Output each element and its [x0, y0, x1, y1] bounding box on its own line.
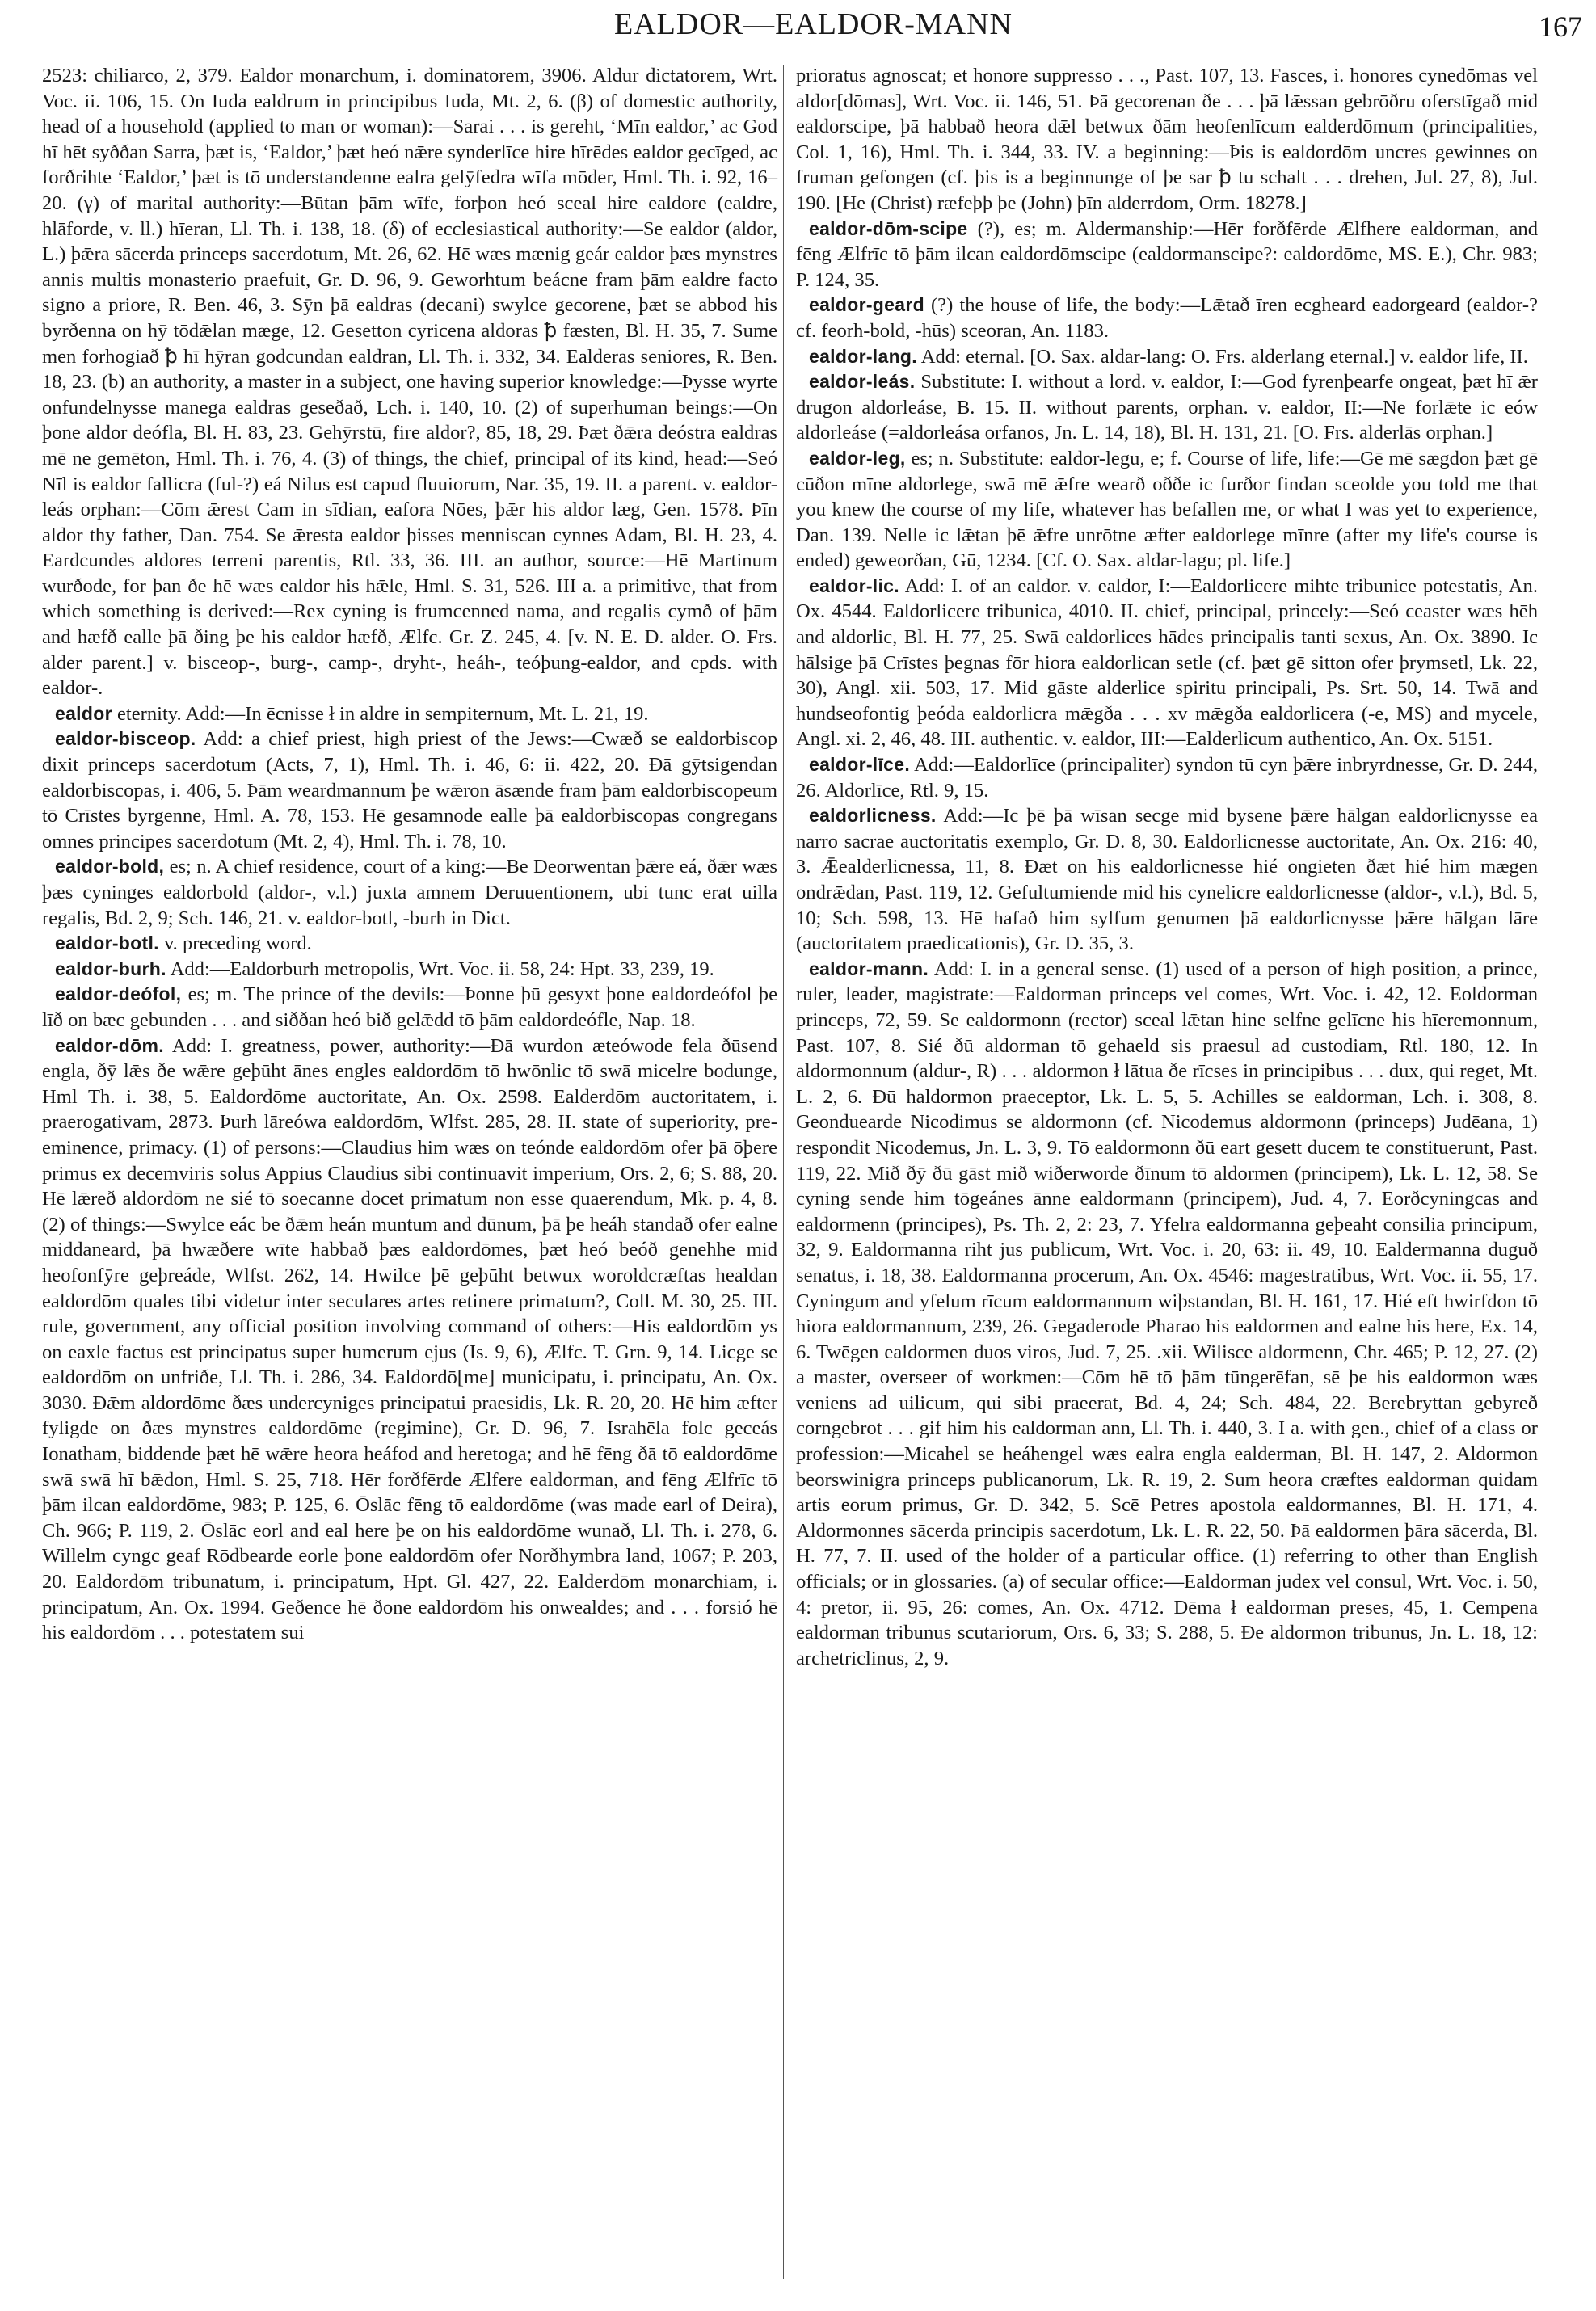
entry-headword: ealdor-bold,: [55, 856, 165, 878]
dictionary-entry: [796, 217, 1538, 293]
entry-text: Substitute: I. without a lord. v. ealdor, I:—God fyrenþearfe ongeat, þæt hī ǣr drugon aldorleáse, B. 15. II. without parents, orphan. v. ealdor, II:—Ne forlǣte ic eów aldorleáse (=aldorleása orfanos, Jn. L. 14, 18), Bl. H. 131, 21. [O. Frs. alderlās orphan.]: [796, 371, 1538, 444]
entry-text: Add: eternal. [O. Sax. aldar-lang: O. Frs. alderlang eternal.] v. ealdor life, II.: [916, 345, 1528, 368]
entry-text: prioratus agnoscat; et honore suppresso . . ., Past. 107, 13. Fasces, i. honores cynedōmas vel aldor[dōmas], Wrt. Voc. ii. 146, 51. Þā gecorenan ðe . . . þā lǣssan gebrōðru oferstīgað mid ealdorscipe, þā habbað heora dǣl betwux ðām heofenlīcum ealderdōmum (principalities, Col. 1, 16), Hml. Th. i. 344, 33. IV. a beginning:—Þis is ealdordōm uncres gewinnes on fruman gefongen (cf. þis is a beginnunge of þe sar ꝥ tu schalt . . . drehen, Jul. 27, 8), Jul. 190. [He (Christ) ræfeþþ þe (John) þīn alderrdom, Orm. 18278.]: [796, 65, 1538, 214]
entry-headword: ealdor-leg,: [809, 447, 906, 469]
entry-headword: ealdor-lang.: [809, 345, 917, 367]
dictionary-entry: [42, 63, 777, 701]
entry-headword: ealdor-lic.: [809, 575, 899, 596]
entry-headword: ealdor: [55, 702, 112, 724]
entry-headword: ealdor-dōm-scipe: [809, 217, 968, 239]
column-divider: [783, 65, 784, 2279]
entry-text: (?) the house of life, the body:—Lǣtað īren ecgheard eadorgeard (ealdor-? cf. feorh-bold, -hūs) sceoran, An. 1183.: [796, 294, 1538, 342]
entry-headword: ealdor-līce.: [809, 754, 911, 776]
entry-text: Add: I. greatness, power, authority:—Ðā wurdon æteówode fela ðūsend engla, ðȳ lǣs ðe wǣre geþūht ānes engles ealdordōm tō hwōnlic tō swā micelre bodunge, Hml Th. i. 38, 5. Ealdordōme auctoritate, An. Ox. 2598. Ealderdōm auctoritatem, i. praerogativam, 2873. Þurh lāreówa ealdordōm, Wlfst. 285, 28. II. state of superiority, pre-eminence, primacy. (1) of persons:—Claudius him wæs on teónde ealdordōm ofer þā ōþere primus ex decemviris solus Appius Claudius sibi continuavit imperium, Ors. 2, 6; S. 88, 20. Hē lǣreð aldordōm ne sié tō soecanne docet primatum non esse quaerendum, Mk. p. 4, 8. (2) of things:—Swylce eác be ðǣm heán muntum and dūnum, þā þe heáh standað ofer ealne middaneard, þā hwæðere wīte habbað þæs ealdordōmes, þæt heó beóð genehhe mid heofonfȳre geþreáde, Wlfst. 262, 14. Hwilce þē geþūht betwux woroldcræftas healdan ealdordōm quales tibi videtur inter seculares artes retinere primatum?, Coll. M. 30, 25. III. rule, government, any official position involving command of others:—His ealdordōm ys on eaxle factus est principatus super humerum ejus (Is. 9, 6), Ælfc. T. Grn. 9, 14. Licge se ealdordōm on unfriðe, Ll. Th. i. 286, 34. Ealdordō[me] municipatu, i. principatu, An. Ox. 3030. Ðǣm aldordōme ðæs undercyniges principatui praesidis, Lk. R. 20, 20. Hē him æfter fyligde on ðæs mynstres ealdordōme (regimine), Gr. D. 96, 7. Israhēla folc geceás Ionatham, biddende þæt hē wǣre heora heáfod and heretoga; and hē fēng ðā tō ealdordōme swā swā hī bǣdon, Hml. S. 25, 718. Hēr forðfērde Ælfere ealdorman, and fēng Ælfrīc tō þām ilcan ealdordōme, 983; P. 125, 6. Ōslāc fēng tō ealdordōme (was made earl of Deira), Ch. 966; P. 119, 2. Ōslāc eorl and eal here þe on his ealdordōme wunað, Ll. Th. i. 278, 6. Willelm cyngc geaf Rōdbearde eorle þone ealdordōm ofer Norðhymbra land, 1067; P. 203, 20. Ealdordōm tribunatum, i. principatum, Hpt. Gl. 427, 22. Ealderdōm monarchiam, i. principatum, An. Ox. 1994. Geðence hē ðone ealdordōm his onwealdes; and . . . forsió hē his ealdordōm . . . potestatem sui: [42, 1034, 777, 1644]
entry-headword: ealdor-dōm.: [55, 1034, 164, 1056]
dictionary-entry: [42, 957, 777, 983]
running-title: EALDOR—EALDOR-MANN: [614, 7, 1013, 41]
page-number: 167: [1539, 11, 1582, 43]
dictionary-entry: [796, 369, 1538, 446]
dictionary-entry: [796, 293, 1538, 343]
entry-headword: ealdor-bisceop.: [55, 728, 196, 750]
entry-text: (?), es; m. Aldermanship:—Hēr forðfērde Ælfhere ealdorman, and fēng Ælfrīc tō þām ilcan ealdordōmscipe (ealdormanscipe?: ealdordōme, MS. E.), Chr. 983; P. 124, 35.: [796, 217, 1538, 291]
entry-headword: ealdor-leás.: [809, 371, 916, 393]
dictionary-entry: [796, 63, 1538, 217]
entry-text: es; n. Substitute: ealdor-legu, e; f. Course of life, life:—Gē mē sægdon þæt gē cūðon mīne aldorlege, swā mē ǣfre wearð oððe ic furðor findan sceolde you told me that you knew the course of my life, whatever has befallen me, or what I was yet to experience, Dan. 139. Nelle ic lǣtan þē ǣfre unrōtne æfter ealdorlege mīnre (after my life's course is ended) geweorðan, Gū, 1234. [Cf. O. Sax. aldar-lagu; pl. life.]: [796, 447, 1538, 572]
entry-headword: ealdor-burh.: [55, 958, 166, 979]
entry-headword: ealdor-mann.: [809, 958, 929, 979]
dictionary-entry: [796, 344, 1538, 370]
dictionary-entry: [42, 1033, 777, 1646]
entry-text: 2523: chiliarco, 2, 379. Ealdor monarchum, i. dominatorem, 3906. Aldur dictatorem, Wrt. Voc. ii. 106, 15. On Iuda ealdrum in principibus Iuda, Mt. 2, 6. (β) of domestic authority, head of a household (applied to man or woman):—Sarai . . . is gereht, ‘Mīn ealdor,’ ac God hī hēt syððan Sarra, þæt is, ‘Ealdor,’ þæt heó nǣre synderlīce hire hīrēdes ealdor gecīged, ac forðrihte ‘Ealdor,’ þæt is tō understandenne ealra gelȳfedra wīfa mōder, Hml. Th. i. 92, 16–20. (γ) of marital authority:—Būtan þām wīfe, forþon heó sceal hire ealdore (ealdre, hlāforde, v. ll.) hīeran, Ll. Th. i. 138, 18. (δ) of ecclesiastical authority:—Se ealdor (aldor, L.) þǣra sācerda princeps sacerdotum, Mt. 26, 62. Hē wæs mænig geár ealdor þæs mynstres annis multis monasterio praefuit, Gr. D. 96, 9. Geworhtum beácne fram þām ealdre facto signo a priore, R. Ben. 46, 3. Sȳn þā ealdras (decani) swylce gecorene, þæt se abbod his byrðenna on hȳ tōdǣlan mæge, 12. Gesetton cyricena aldoras ꝥ fæsten, Bl. H. 35, 7. Sume men forhogiað ꝥ hī hȳran godcundan ealdran, Ll. Th. i. 332, 34. Ealderas seniores, R. Ben. 18, 23. (b) an authority, a master in a subject, one having superior knowledge:—Þysse wyrte onfundelnysse manega ealdras geseðað, Lch. i. 140, 10. (2) of superhuman beings:—On þone aldor deófla, Bl. H. 83, 23. Gehȳrstū, fire aldor?, 85, 18, 29. Þæt ðǣra deóstra ealdras mē ne gemēton, Hml. Th. i. 76, 4. (3) of things, the chief, principal of its kind, head:—Seó Nīl is ealdor fallicra (ful-?) eá Nilus est capud fluuiorum, Nar. 35, 19. II. a parent. v. ealdor-leás orphan:—Cōm ǣrest Cam in sīdian, eafora Nōes, þǣr his aldor læg, Gen. 1578. Þīn aldor thy father, Dan. 754. Se ǣresta ealdor þisses menniscan cynnes Adam, Bl. H. 23, 4. Eardcundes aldores terreni parentis, Rtl. 33, 36. III. an author, source:—Hē Martinum wurðode, for þan ðe hē wæs ealdor his hǣle, Hml. S. 31, 526. III a. a primitive, that from which something is derived:—Rex cyning is frumcenned nama, and regalis cymð of þām and hæfð ealle þā ðing þe his ealdor hæfð, Ælfc. Gr. Z. 245, 4. [v. N. E. D. alder. O. Frs. alder parent.] v. bisceop-, burg-, camp-, dryht-, heáh-, teóþung-ealdor, and cpds. with ealdor-.: [42, 65, 777, 700]
dictionary-entry: [42, 726, 777, 854]
entry-text: v. preceding word.: [158, 932, 312, 955]
page-header: [44, 6, 1582, 52]
dictionary-entry: [42, 701, 777, 727]
entry-text: Add: I. in a general sense. (1) used of a person of high position, a prince, ruler, leader, magistrate:—Ealdorman princeps vel comes, Wrt. Voc. i. 42, 12. Eoldorman princeps, 72, 59. Se ealdormonn (rector) sceal lǣtan hine selfne gelīcne his hīeremonnum, Past. 107, 8. Sié ðū aldorman tō gehaeld sis praesul ad custodiam, Rtl. 180, 12. In aldormonnum (aldur-, R) . . . aldormon ł lātua ðe rīcses in principibus . . . dux, qui reget, Mt. L. 2, 6. Ðū haldormon praeceptor, Lk. L. 5, 5. Achilles se ealdorman, Lch. i. 308, 8. Geonduearde Nicodimus se aldormonn (cf. Nicodemus aldormonn (princeps) Judēana, 1) respondit Nicodemus, Jn. L. 3, 9. Tō ealdormonn ðū eart gesett ducem te constituerunt, Past. 119, 22. Mið ðȳ ðū gāst mið wiðerworde ðīnum tō aldormen (principem), Lk. L. 12, 58. Se cyning sende him tōgeánes ānne ealdormann (principem), Jud. 4, 7. Eorðcyningcas and ealdormenn (principes), Ps. Th. 2, 2: 23, 7. Yfelra ealdormanna geþeaht consilia principum, 32, 9. Ealdormanna riht jus publicum, Wrt. Voc. i. 20, 63: ii. 49, 10. Ealdermanna duguð senatus, i. 18, 38. Ealdormanna procerum, An. Ox. 4546: magestratibus, Wrt. Voc. ii. 55, 17. Cyningum and yfelum rīcum ealdormannum wiþstandan, Bl. H. 161, 17. Hié eft hwirfdon tō hiora ealdormannum, 239, 26. Gegaderode Pharao his ealdormen and ealne his here, Ex. 14, 6. Twēgen ealdormen duos viros, Jud. 7, 25. .xii. Wilisce aldormenn, Chr. 465; P. 12, 27. (2) a master, overseer of workmen:—Cōm hē tō þām tūngerēfan, sē þe his ealdormon wæs veniens ad uilicum, qui sibi praeerat, Bd. 4, 24; Sch. 484, 22. Berebryttan gebyreð corngebrot . . . gif him his ealdorman ann, Ll. Th. i. 440, 3. I a. with gen., chief of a class or profession:—Micahel se heáhengel wæs ealra engla ealderman, Bl. H. 147, 2. Aldormon beorswinigra princeps publicanorum, Lk. R. 19, 2. Sum heora cræftes ealdorman quidam artis eorum primus, Gr. D. 342, 5. Scē Petres apostola ealdormannes, Bl. H. 171, 4. Aldormonnes sācerda principis sacerdotum, Lk. L. R. 22, 50. Þā ealdormen þāra sācerda, Bl. H. 77, 7. II. used of the holder of a particular office. (1) referring to other than English officials; or in glossaries. (a) of secular office:—Ealdorman judex vel consul, Wrt. Voc. i. 50, 4: pretor, ii. 95, 26: comes, An. Ox. 4712. Dēma ł ealdorman preses, 45, 1. Cempena ealdorman tribunus scutariorum, Ors. 6, 33; S. 288, 5. Ðe aldormon tribunus, Jn. L. 18, 12: archetriclinus, 2, 9.: [796, 958, 1538, 1669]
dictionary-entry: [796, 803, 1538, 957]
dictionary-entry: [796, 752, 1538, 803]
dictionary-entry: [42, 854, 777, 931]
entry-text: es; m. The prince of the devils:—Þonne þū gesyxt þone ealdordeófol þe līð on bæc gebunden . . . and siððan heó bið gelǣdd tō þām ealdordeófle, Nap. 18.: [42, 983, 777, 1031]
entry-text: eternity. Add:—In ēcnisse ł in aldre in sempiternum, Mt. L. 21, 19.: [112, 702, 649, 725]
entry-headword: ealdor-geard: [809, 294, 924, 316]
dictionary-entry: [796, 574, 1538, 752]
entry-text: Add: I. of an ealdor. v. ealdor, I:—Ealdorlicere mihte tribunice potestatis, An. Ox. 4544. Ealdorlicere tribunica, 4010. II. chief, principal, princely:—Seó ceaster wæs hēh and aldorlic, Bl. H. 77, 25. Swā ealdorlices hādes principalis tanti sexus, An. Ox. 3890. Ic hālsige þā Crīstes þegnas fōr hiora ealdorlican setle (cf. þæt gē sitton ofer þrymsetl, Lk. 22, 30), Angl. xii. 503, 17. Mid gāste alderlice spiritu principali, Ps. Srt. 50, 14. Twā and hundseofontig þeóda ealdorlicra mǣgða . . . xv mǣgða ealdorlicera (-e, MS) and mycele, Angl. xi. 2, 46, 48. III. authentic. v. ealdor, III:—Ealderlicum authentico, An. Ox. 5151.: [796, 575, 1538, 751]
entry-headword: ealdor-botl.: [55, 932, 159, 954]
dictionary-entry: [796, 957, 1538, 1672]
entry-text: Add:—Ealdorlīce (principaliter) syndon tū cyn þǣre inbryrdnesse, Gr. D. 244, 26. Aldorlīce, Rtl. 9, 15.: [796, 754, 1538, 802]
entry-headword: ealdor-deófol,: [55, 983, 182, 1005]
entry-headword: ealdorlicness.: [809, 805, 937, 827]
right-column: [796, 63, 1538, 1671]
dictionary-entry: [42, 982, 777, 1033]
entry-text: Add: a chief priest, high priest of the Jews:—Cwæð se ealdorbiscop dixit princeps sacerdotum (Acts, 7, 1), Hml. Th. i. 46, 6: ii. 422, 20. Ðā gȳtsigendan ealdorbiscopas, i. 406, 5. Þām weardmannum þe wǣron āsænde fram þām ealdorbiscopeum tō Crīstes byrgenne, Hml. A. 78, 153. Hē gesamnode ealle þā ealdorbiscopas congregans omnes principes sacerdotum (Mt. 2, 4), Hml. Th. i. 78, 10.: [42, 728, 777, 852]
entry-text: Add:—Ealdorburh metropolis, Wrt. Voc. ii. 58, 24: Hpt. 33, 239, 19.: [166, 958, 714, 980]
left-column: [42, 63, 777, 1646]
entry-text: es; n. A chief residence, court of a king:—Be Deorwentan þǣre eá, ðǣr wæs þæs cyninges ealdorbold (aldor-, v.l.) juxta amnem Deruuentionem, ubi tunc erat uilla regalis, Bd. 2, 9; Sch. 146, 21. v. ealdor-botl, -burh in Dict.: [42, 856, 777, 929]
dictionary-entry: [796, 446, 1538, 574]
dictionary-entry: [42, 931, 777, 957]
entry-text: Add:—Ic þē þā wīsan secge mid bysene þǣre hālgan ealdorlicnysse ea narro sacrae auctoritatis exemplo, Gr. D. 8, 30. Ealdorlicnesse auctoritate, An. Ox. 216: 40, 3. Ǣealderlicnessa, 11, 8. Ðæt on his ealdorlicnesse hié ongieten ðæt hié him mægen ondrǣdan, Past. 119, 12. Gefultumiende mid his cynelicre ealdorlicnesse (aldor-, v.l.), Bd. 5, 10; Sch. 598, 13. Hē hafað him sylfum genumen þā ealdorlicnysse þǣre hālgan lāre (auctoritatem praedicationis), Gr. D. 35, 3.: [796, 805, 1538, 955]
